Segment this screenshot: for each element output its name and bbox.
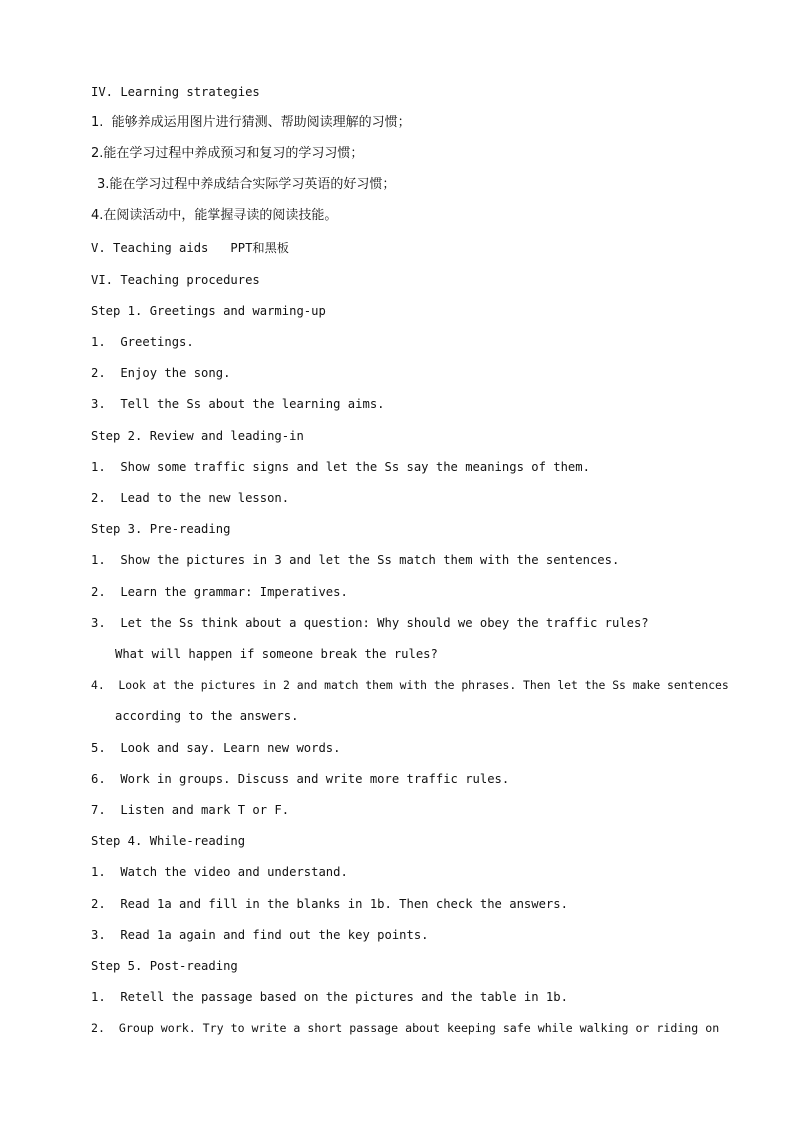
step-2-item-1: 1. Show some traffic signs and let the Ss say the meanings of them.	[91, 460, 590, 474]
step-4-item-3: 3. Read 1a again and find out the key points.	[91, 928, 429, 942]
step-3-heading: Step 3. Pre-reading	[91, 522, 231, 536]
step-1-item-3: 3. Tell the Ss about the learning aims.	[91, 397, 385, 411]
step-2-heading: Step 2. Review and leading-in	[91, 429, 304, 443]
section-heading-learning-strategies: IV. Learning strategies	[91, 85, 260, 99]
step-5-heading: Step 5. Post-reading	[91, 959, 238, 973]
step-3-item-4: 4. Look at the pictures in 2 and match them with the phrases. Then let the Ss make sentences	[91, 678, 729, 692]
step-3-item-5: 5. Look and say. Learn new words.	[91, 741, 341, 755]
step-3-item-7: 7. Listen and mark T or F.	[91, 803, 290, 817]
step-3-item-2: 2. Learn the grammar: Imperatives.	[91, 585, 348, 599]
strategy-item-3: 3.能在学习过程中养成结合实际学习英语的好习惯；	[97, 177, 396, 192]
strategy-item-2: 2.能在学习过程中养成预习和复习的学习习惯；	[91, 146, 364, 161]
step-3-item-3-continued: What will happen if someone break the rules?	[115, 647, 438, 661]
step-4-item-1: 1. Watch the video and understand.	[91, 865, 348, 879]
section-heading-teaching-aids: V. Teaching aids PPT和黑板	[91, 241, 289, 255]
step-1-heading: Step 1. Greetings and warming-up	[91, 304, 326, 318]
step-3-item-3: 3. Let the Ss think about a question: Why should we obey the traffic rules?	[91, 616, 649, 630]
step-3-item-1: 1. Show the pictures in 3 and let the Ss match them with the sentences.	[91, 553, 620, 567]
step-1-item-2: 2. Enjoy the song.	[91, 366, 231, 380]
step-5-item-1: 1. Retell the passage based on the pictures and the table in 1b.	[91, 990, 568, 1004]
step-4-heading: Step 4. While-reading	[91, 834, 246, 848]
section-heading-teaching-procedures: VI. Teaching procedures	[91, 273, 260, 287]
step-3-item-6: 6. Work in groups. Discuss and write more traffic rules.	[91, 772, 510, 786]
step-2-item-2: 2. Lead to the new lesson.	[91, 491, 290, 505]
strategy-item-4: 4.在阅读活动中，能掌握寻读的阅读技能。	[91, 208, 338, 223]
step-3-item-4-continued: according to the answers.	[115, 709, 299, 723]
step-1-item-1: 1. Greetings.	[91, 335, 194, 349]
step-4-item-2: 2. Read 1a and fill in the blanks in 1b. Then check the answers.	[91, 897, 568, 911]
strategy-item-1: 1. 能够养成运用图片进行猜测、帮助阅读理解的习惯；	[91, 115, 411, 130]
step-5-item-2: 2. Group work. Try to write a short passage about keeping safe while walking or riding on	[91, 1021, 720, 1035]
